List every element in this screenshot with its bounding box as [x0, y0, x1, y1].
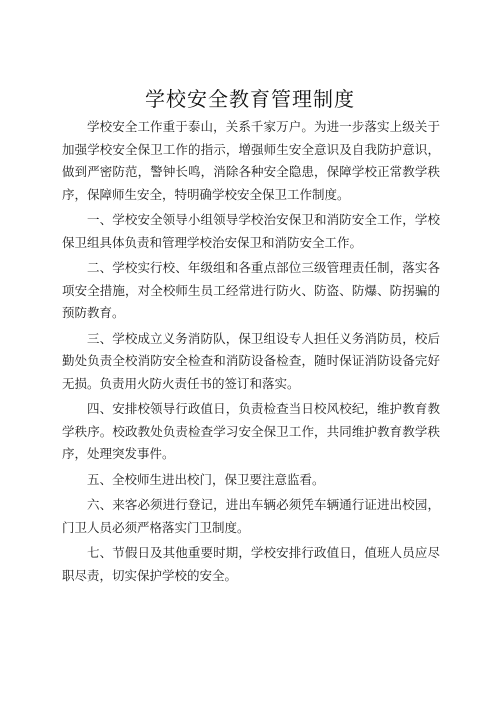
rule-2-paragraph: 二、学校实行校、年级组和各重点部位三级管理责任制，落实各项安全措施，对全校师生员工经常进行防火、防盗、防爆、防拐骗的预防教育。 — [62, 260, 440, 320]
rule-6-paragraph: 六、来客必须进行登记，进出车辆必须凭车辆通行证进出校园，门卫人员必须严格落实门卫制度。 — [62, 497, 440, 535]
rule-3-paragraph: 三、学校成立义务消防队，保卫组设专人担任义务消防员，校后勤处负责全校消防安全检查和消防设备检查，随时保证消防设备完好无损。负责用火防火责任书的签订和落实。 — [62, 330, 440, 391]
rule-4-paragraph: 四、安排校领导行政值日，负责检查当日校风校纪，维护教育教学秩序。校政教处负责检查学习安全保卫工作，共同维护教育教学秩序，处理突发事件。 — [62, 401, 440, 461]
rule-1-paragraph: 一、学校安全领导小组领导学校治安保卫和消防安全工作，学校保卫组具体负责和管理学校治安保卫和消防安全工作。 — [62, 212, 440, 250]
intro-paragraph: 学校安全工作重于泰山，关系千家万户。为进一步落实上级关于加强学校安全保卫工作的指示，增强师生安全意识及自我防护意识，做到严密防范，警钟长鸣，消除各种安全隐患，保障学校正常教学秩序，保障师生安全，特明确学校安全保卫工作制度。 — [62, 119, 440, 202]
rule-7-paragraph: 七、节假日及其他重要时期，学校安排行政值日，值班人员应尽职尽责，切实保护学校的安全。 — [62, 545, 440, 583]
document-body — [62, 116, 440, 590]
rule-5-paragraph: 五、全校师生进出校门，保卫要注意监看。 — [87, 471, 325, 487]
document-title: 学校安全教育管理制度 — [145, 87, 355, 111]
